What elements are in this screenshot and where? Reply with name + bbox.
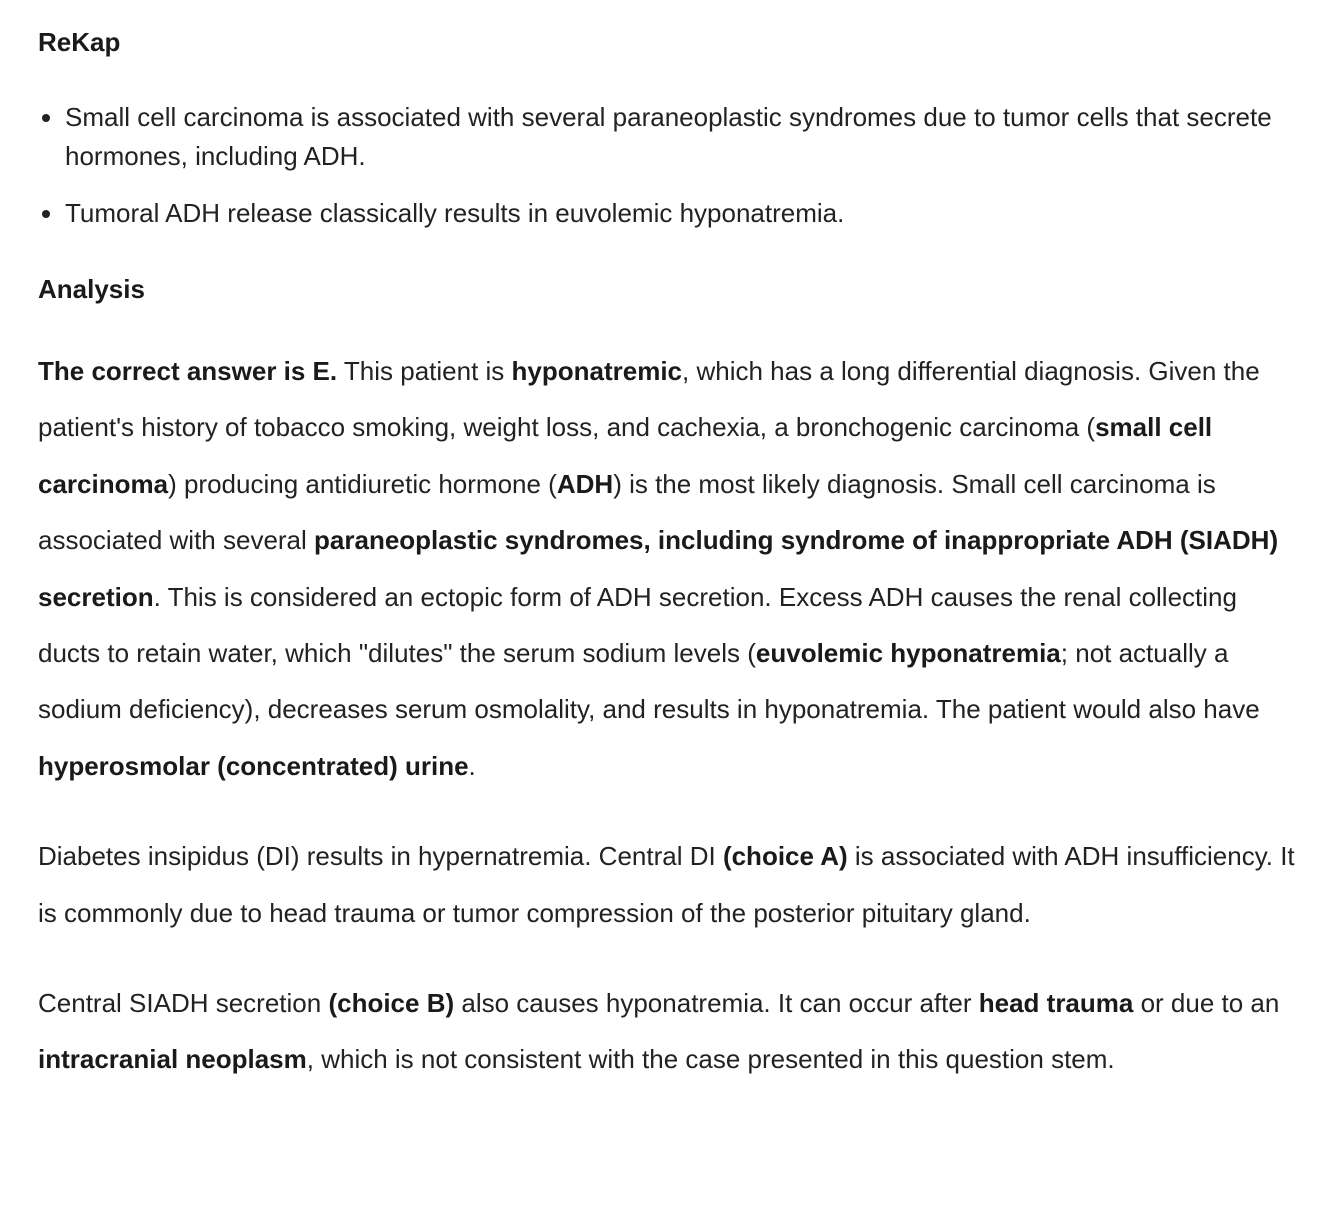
text-run: is associated with ADH insufficiency. It is commonly due to head trauma or tumor compression of the posterior pituitary gland.: [38, 841, 1295, 928]
rekap-item: • Tumoral ADH release classically results in euvolemic hyponatremia.: [65, 194, 1298, 233]
text-run: This patient is: [337, 356, 512, 386]
bold-term: hyponatremic: [511, 356, 683, 386]
text-run: , which is not consistent with the case presented in this question stem.: [306, 1044, 1115, 1075]
rekap-item: • Small cell carcinoma is associated with several paraneoplastic syndromes due to tumor cells that secrete hormones, including ADH.: [65, 98, 1298, 176]
choice-reference: (choice B): [328, 988, 455, 1019]
bold-term: ADH: [556, 468, 614, 499]
bold-term: euvolemic hyponatremia: [755, 638, 1061, 669]
bold-term: head trauma: [978, 988, 1134, 1019]
analysis-paragraph-correct-answer: [38, 343, 1298, 794]
text-run: , which has a long differential diagnosis. Given the patient's history of tobacco smoking, weight loss, and cachexia, a bronchogenic carcinoma (: [38, 356, 1260, 443]
bold-term: small cell carcinoma: [38, 412, 1213, 499]
text-run: ) producing antidiuretic hormone (: [168, 468, 557, 499]
text-run: .: [468, 750, 476, 781]
analysis-paragraph-choice-b: [38, 975, 1298, 1088]
bold-term: intracranial neoplasm: [38, 1044, 307, 1075]
bold-term: hyperosmolar (concentrated) urine: [38, 750, 469, 781]
text-run: ) is the most likely diagnosis. Small cell carcinoma is associated with several: [38, 468, 1216, 556]
rekap-list: [38, 98, 1298, 233]
analysis-paragraph-choice-a: [38, 828, 1298, 941]
choice-reference: (choice A): [722, 841, 848, 872]
analysis-heading: Analysis: [38, 274, 145, 304]
correct-answer-statement: The correct answer is E.: [38, 356, 338, 386]
text-run: Diabetes insipidus (DI) results in hypernatremia. Central DI: [38, 841, 723, 872]
text-run: ; not actually a sodium deficiency), decreases serum osmolality, and results in hyponatremia. The patient would also have: [38, 638, 1260, 725]
bold-term: paraneoplastic syndromes, including syndrome of inappropriate ADH (SIADH) secretion: [38, 525, 1279, 612]
text-run: or due to an: [1133, 988, 1280, 1019]
text-run: also causes hyponatremia. It can occur after: [454, 988, 979, 1019]
text-run: . This is considered an ectopic form of ADH secretion. Excess ADH causes the renal collecting ducts to retain water, which "dilutes" the serum sodium levels (: [38, 581, 1237, 669]
text-run: Central SIADH secretion: [38, 988, 329, 1019]
rekap-heading: ReKap: [38, 27, 121, 57]
